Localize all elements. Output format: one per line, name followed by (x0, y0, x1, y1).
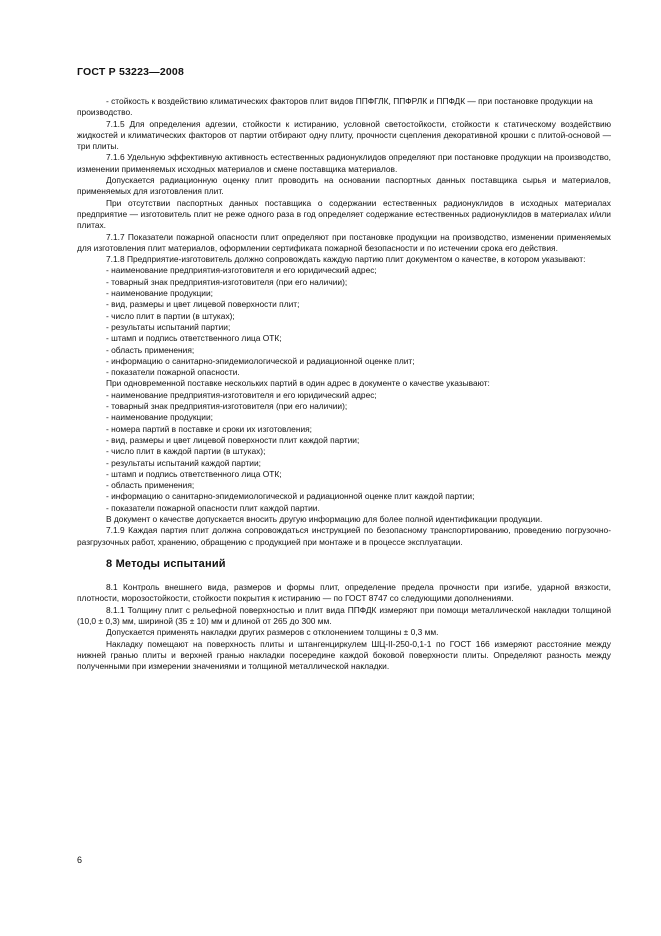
page-number: 6 (77, 855, 83, 865)
list-item: - стойкость к воздействию климатических факторов плит видов ППФГЛК, ППФРЛК и ППФДК — при постановке продукции на производство. (77, 96, 593, 118)
paragraph: При отсутствии паспортных данных поставщика о содержании естественных радионуклидов в исходных материалах предприятие — изготовитель плит не реже одного раза в год определяет содержание естественных радионуклидов в материалах и/или плитах. (77, 197, 611, 231)
list-item: - наименование продукции; (106, 412, 213, 423)
list-item: - номера партий в поставке и сроки их изготовления; (106, 423, 312, 434)
list-item: - штамп и подпись ответственного лица ОТК; (106, 333, 282, 344)
list-item: - область применения; (106, 344, 195, 355)
paragraph: Накладку помещают на поверхность плиты и штангенциркулем ШЦ-II-250-0,1-1 по ГОСТ 166 измеряют расстояние между нижней гранью плиты и верхней гранью накладки посередине каждой боковой поверхности плиты. Определяют разность между полученными при измерении значениями и толщиной металлической накладки. (77, 638, 611, 672)
paragraph: Допускается применять накладки других размеров с отклонением толщины ± 0,3 мм. (106, 627, 439, 638)
paragraph: 7.1.8 Предприятие-изготовитель должно сопровождать каждую партию плит документом о качестве, в котором указывают: (106, 254, 586, 265)
list-item: - наименование предприятия-изготовителя и его юридический адрес; (106, 389, 377, 400)
paragraph: 7.1.7 Показатели пожарной опасности плит определяют при постановке продукции на производство, изменении применяемых для изготовления плит материалов, оформлении сертификата пожарной безопасности и по истечении срока его действия. (77, 231, 611, 253)
list-item: - область применения; (106, 480, 195, 491)
list-item: - наименование продукции; (106, 288, 213, 299)
list-item: - вид, размеры и цвет лицевой поверхности плит каждой партии; (106, 434, 360, 445)
list-item: - товарный знак предприятия-изготовителя (при его наличии); (106, 276, 348, 287)
paragraph: 7.1.9 Каждая партия плит должна сопровождаться инструкцией по безопасному транспортированию, проведению погрузочно-разгрузочных работ, хранению, обращению с продукцией при монтаже и в процессе эксплуатации. (77, 525, 611, 547)
list-item: - штамп и подпись ответственного лица ОТК; (106, 468, 282, 479)
list-item: - показатели пожарной опасности плит каждой партии. (106, 502, 320, 513)
document-code: ГОСТ Р 53223—2008 (77, 66, 185, 78)
list-item: - результаты испытаний каждой партии; (106, 457, 261, 468)
list-item: - информацию о санитарно-эпидемиологической и радиационной оценке плит каждой партии; (106, 491, 475, 502)
list-item: - число плит в партии (в штуках); (106, 310, 235, 321)
paragraph: 7.1.6 Удельную эффективную активность естественных радионуклидов определяют при постановке продукции на производство, изменении применяемых исходных материалов и смене поставщика материалов. (77, 152, 611, 174)
paragraph: В документ о качестве допускается вносить другую информацию для более полной идентификации продукции. (106, 513, 543, 524)
paragraph: 7.1.5 Для определения адгезии, стойкости к истиранию, условной светостойкости, стойкости к статическому воздействию жидкостей и климатических факторов от партии отбирают одну плиту, прочности сцепления декоративной крошки с плитой-основой — три плиты. (77, 118, 611, 152)
paragraph: 8.1.1 Толщину плит с рельефной поверхностью и плит вида ППФДК измеряют при помощи металлической накладки толщиной (10,0 ± 0,3) мм, шириной (35 ± 10) мм и длиной от 265 до 300 мм. (77, 604, 611, 627)
list-item: - товарный знак предприятия-изготовителя (при его наличии); (106, 401, 348, 412)
paragraph: 8.1 Контроль внешнего вида, размеров и формы плит, определение предела прочности при изгибе, ударной вязкости, плотности, морозостойкости, стойкости покрытия к истиранию — по ГОСТ 8747 со следующими дополнениями. (77, 582, 611, 604)
list-item: - показатели пожарной опасности. (106, 367, 240, 378)
list-item: - информацию о санитарно-эпидемиологической и радиационной оценке плит; (106, 355, 415, 366)
list-item: - результаты испытаний партии; (106, 321, 231, 332)
list-item: - вид, размеры и цвет лицевой поверхности плит; (106, 299, 300, 310)
paragraph: Допускается радиационную оценку плит проводить на основании паспортных данных поставщика сырья и материалов, применяемых для изготовления плит. (77, 175, 611, 197)
list-item: - число плит в каждой партии (в штуках); (106, 446, 266, 457)
document-body (77, 96, 611, 673)
list-item: - наименование предприятия-изготовителя и его юридический адрес; (106, 265, 377, 276)
section-heading: 8 Методы испытаний (106, 557, 226, 570)
paragraph: При одновременной поставке нескольких партий в один адрес в документе о качестве указывают: (106, 378, 490, 389)
